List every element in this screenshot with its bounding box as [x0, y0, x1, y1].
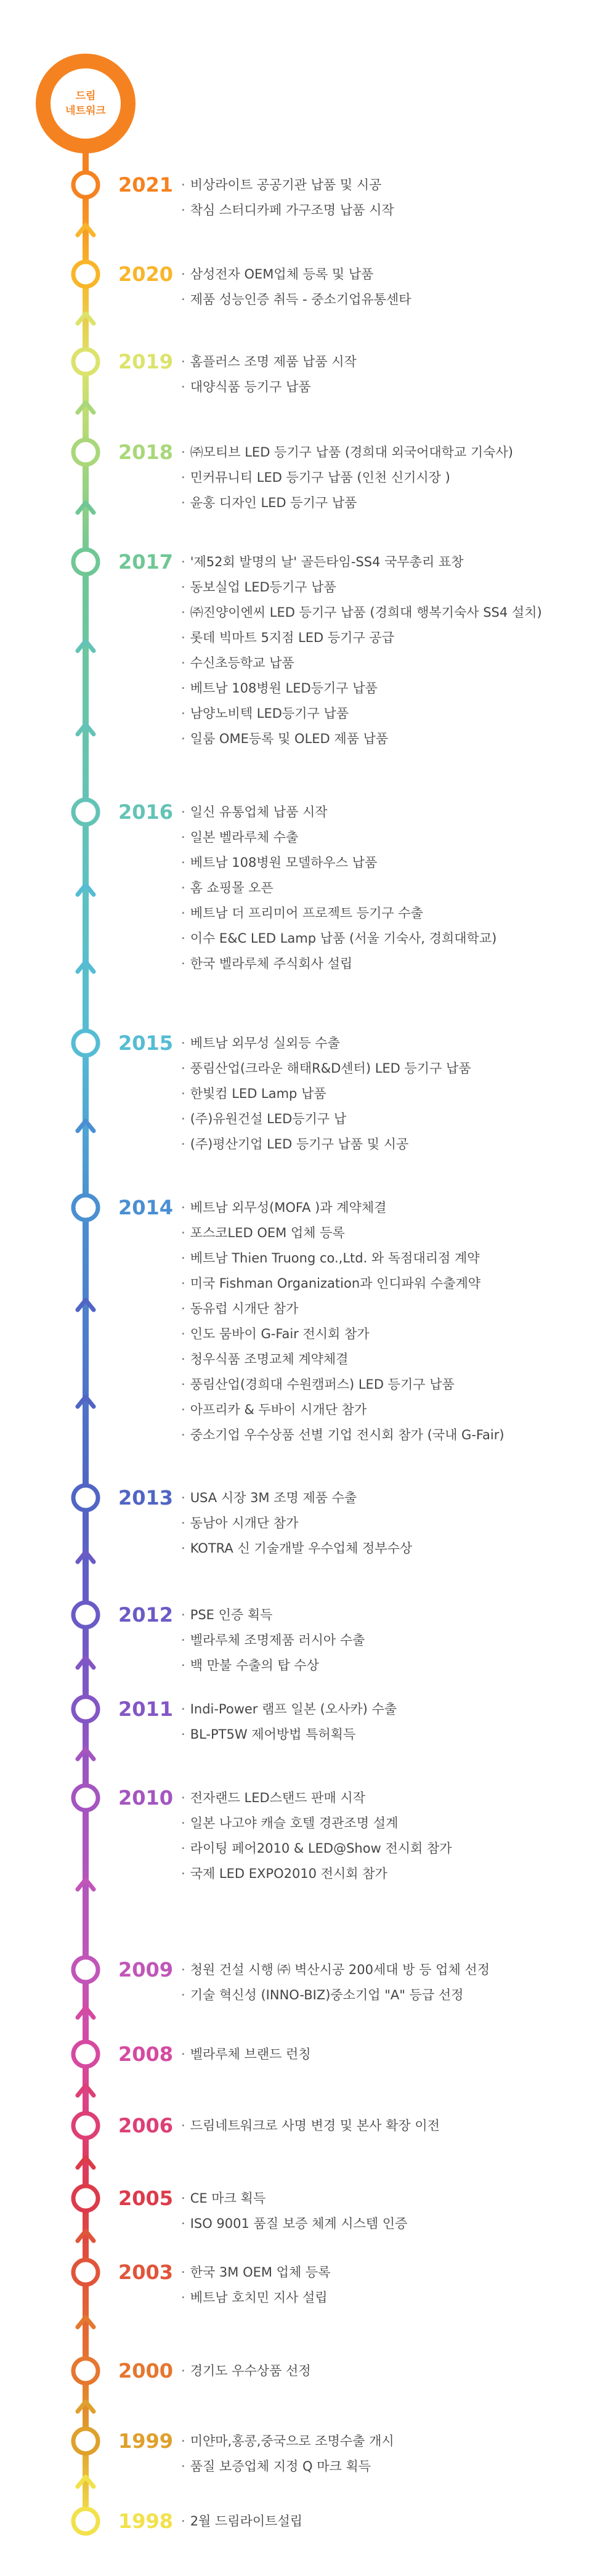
timeline-node: [73, 2429, 98, 2453]
timeline-segment: [83, 812, 89, 1043]
milestone-item: · 윤홍 디자인 LED 등기구 납품: [181, 490, 513, 516]
milestone-item: · 동남아 시개단 참가: [181, 1511, 412, 1536]
milestone-item: · 아프리카 & 두바이 시개단 참가: [181, 1397, 505, 1423]
milestone-item: · 백 만불 수출의 탑 수상: [181, 1653, 365, 1678]
timeline-node: [73, 2186, 98, 2211]
milestone-item: · 홈플러스 조명 제품 납품 시작: [181, 349, 357, 375]
year-label: 2013: [118, 1486, 174, 1509]
milestone-item: · ISO 9001 품질 보증 체계 시스템 인증: [181, 2211, 407, 2237]
milestone-item: · 베트남 호치민 지사 설립: [181, 2285, 331, 2310]
year-label: 2017: [118, 550, 174, 574]
milestone-item: · 베트남 외무성(MOFA )과 계약체결: [181, 1195, 505, 1221]
milestone-list: [181, 1485, 412, 1561]
timeline-node: [73, 1195, 98, 1220]
milestone-item: · 남양노비텍 LED등기구 납품: [181, 701, 542, 726]
milestone-item: · 제품 성능인증 취득 - 중소기업유통센타: [181, 287, 411, 312]
milestone-list: [181, 262, 411, 312]
timeline-node: [73, 1603, 98, 1627]
milestone-item: · 한국 벨라루체 주식회사 설립: [181, 951, 496, 977]
year-label: 2012: [118, 1603, 174, 1627]
timeline-node: [73, 2359, 98, 2383]
milestone-item: · CE 마크 획득: [181, 2186, 407, 2211]
milestone-item: · 벨라루체 조명제품 러시아 수출: [181, 1628, 365, 1653]
timeline-node: [73, 1031, 98, 1055]
milestone-list: [181, 550, 542, 752]
milestone-item: · '제52회 발명의 날' 골든타임-SS4 국무총리 표창: [181, 550, 542, 575]
milestone-list: [181, 2042, 311, 2067]
milestone-list: [181, 800, 496, 977]
milestone-item: · USA 시장 3M 조명 제품 수출: [181, 1485, 412, 1511]
milestone-item: · 동보실업 LED등기구 납품: [181, 575, 542, 600]
milestone-item: · 착심 스터디카페 가구조명 납품 시작: [181, 198, 394, 223]
logo-text-line2: 네트워크: [65, 105, 106, 117]
company-logo-badge: [36, 54, 136, 153]
timeline-node: [73, 440, 98, 465]
milestone-item: · 홈 쇼핑몰 오픈: [181, 876, 496, 901]
milestone-list: [181, 440, 513, 516]
milestone-item: · 이수 E&C LED Lamp 납품 (서울 기숙사, 경희대학교): [181, 926, 496, 951]
timeline-node: [73, 1697, 98, 1721]
timeline-node: [73, 2509, 98, 2533]
milestone-list: [181, 1603, 365, 1678]
milestone-item: · 베트남 108병원 LED등기구 납품: [181, 676, 542, 701]
timeline-node: [73, 1957, 98, 1982]
milestone-item: · 중소기업 우수상품 선별 기업 전시회 참가 (국내 G-Fair): [181, 1423, 505, 1448]
milestone-list: [181, 1031, 471, 1157]
milestone-item: · 일본 벨라루체 수출: [181, 825, 496, 850]
milestone-list: [181, 2429, 394, 2479]
milestone-item: · 기술 혁신성 (INNO-BIZ)중소기업 "A" 등급 선정: [181, 1983, 490, 2008]
milestone-item: · 미얀마,홍콩,중국으로 조명수출 개시: [181, 2429, 394, 2454]
milestone-item: · 삼성전자 OEM업체 등록 및 납품: [181, 262, 411, 287]
milestone-item: · 수신초등학교 납품: [181, 651, 542, 676]
milestone-item: · BL-PT5W 제어방법 특허획득: [181, 1722, 397, 1747]
timeline-node: [73, 349, 98, 374]
milestone-item: · KOTRA 신 기술개발 우수업체 정부수상: [181, 1536, 412, 1561]
milestone-item: · (주)유원건설 LED등기구 납: [181, 1107, 471, 1132]
milestone-item: · 청원 건설 시행 ㈜ 벽산시공 200세대 방 등 업체 선정: [181, 1957, 490, 1983]
milestone-list: [181, 1786, 452, 1887]
milestone-item: · 베트남 외무성 실외등 수출: [181, 1031, 471, 1056]
year-label: 2009: [118, 1958, 174, 1981]
timeline-node: [73, 2113, 98, 2138]
year-label: 2016: [118, 800, 174, 824]
logo-text-line1: 드림: [75, 90, 96, 102]
year-label: 2000: [118, 2359, 174, 2383]
milestone-item: · 비상라이트 공공기관 납품 및 시공: [181, 173, 394, 198]
milestone-list: [181, 2359, 311, 2384]
milestone-item: · 경기도 우수상품 선정: [181, 2359, 311, 2384]
milestone-list: [181, 2260, 331, 2310]
year-label: 2006: [118, 2114, 174, 2137]
timeline-node: [73, 1485, 98, 1510]
year-label: 2018: [118, 441, 174, 464]
year-label: 1998: [118, 2509, 174, 2533]
milestone-item: · 벨라루체 브랜드 런칭: [181, 2042, 311, 2067]
milestone-item: · 풍림산업(크라운 해태R&D센터) LED 등기구 납품: [181, 1056, 471, 1081]
milestone-list: [181, 1957, 490, 2008]
milestone-item: · 민커뮤니티 LED 등기구 납품 (인천 신기시장 ): [181, 465, 513, 490]
milestone-item: · 대양식품 등기구 납품: [181, 375, 357, 400]
year-label: 2015: [118, 1031, 174, 1055]
milestone-item: · 드림네트워크로 사명 변경 및 본사 확장 이전: [181, 2113, 440, 2139]
year-label: 1999: [118, 2429, 174, 2453]
milestone-item: · PSE 인증 획득: [181, 1603, 365, 1628]
milestone-list: [181, 2509, 302, 2534]
year-label: 2010: [118, 1786, 174, 1810]
milestone-item: · 일신 유통업체 납품 시작: [181, 800, 496, 825]
milestone-item: · (주)평산기업 LED 등기구 납품 및 시공: [181, 1132, 471, 1157]
year-label: 2021: [118, 173, 174, 197]
timeline-node: [73, 550, 98, 574]
milestone-list: [181, 2113, 440, 2139]
year-label: 2011: [118, 1697, 174, 1721]
milestone-list: [181, 173, 394, 223]
milestone-item: · 롯데 빅마트 5지점 LED 등기구 공급: [181, 625, 542, 651]
timeline-node: [73, 2042, 98, 2066]
timeline-node: [73, 800, 98, 824]
year-label: 2014: [118, 1196, 174, 1219]
milestone-item: · 미국 Fishman Organization과 인디파워 수출계약: [181, 1271, 505, 1296]
year-label: 2020: [118, 262, 174, 286]
milestone-list: [181, 2186, 407, 2237]
timeline-segment: [83, 562, 89, 812]
milestone-item: · ㈜모티브 LED 등기구 납품 (경희대 외국어대학교 기숙사): [181, 440, 513, 465]
milestone-item: · 청우식품 조명교체 계약체결: [181, 1347, 505, 1372]
milestone-list: [181, 1697, 397, 1747]
milestone-item: · 베트남 108병원 모델하우스 납품: [181, 850, 496, 876]
milestone-item: · 인도 뭄바이 G-Fair 전시회 참가: [181, 1322, 505, 1347]
milestone-item: · 라이팅 페어2010 & LED@Show 전시회 참가: [181, 1836, 452, 1861]
milestone-item: · 2월 드림라이트설립: [181, 2509, 302, 2534]
milestone-item: · 품질 보증업체 지정 Q 마크 획득: [181, 2454, 394, 2479]
milestone-item: · 베트남 더 프리미어 프로젝트 등기구 수출: [181, 901, 496, 926]
timeline-node: [73, 262, 98, 286]
milestone-list: [181, 1195, 505, 1448]
year-label: 2003: [118, 2261, 174, 2284]
timeline-node: [73, 1786, 98, 1810]
milestone-item: · 전자랜드 LED스탠드 판매 시작: [181, 1786, 452, 1811]
milestone-item: · 일본 나고야 캐슬 호텔 경관조명 설계: [181, 1811, 452, 1836]
milestone-item: · 동유럽 시개단 참가: [181, 1296, 505, 1322]
year-label: 2005: [118, 2187, 174, 2210]
year-label: 2019: [118, 350, 174, 373]
timeline-node: [73, 2260, 98, 2285]
milestone-item: · 베트남 Thien Truong co.,Ltd. 와 독점대리점 계약: [181, 1246, 505, 1271]
year-label: 2008: [118, 2042, 174, 2066]
milestone-list: [181, 349, 357, 400]
timeline-node: [73, 173, 98, 197]
milestone-item: · 일룸 OME등록 및 OLED 제품 납품: [181, 726, 542, 752]
milestone-item: · 한국 3M OEM 업체 등록: [181, 2260, 331, 2285]
timeline-segment: [83, 1208, 89, 1498]
milestone-item: · 포스코LED OEM 업체 등록: [181, 1221, 505, 1246]
milestone-item: · Indi-Power 램프 일본 (오사카) 수출: [181, 1697, 397, 1722]
milestone-item: · 국제 LED EXPO2010 전시회 참가: [181, 1861, 452, 1887]
milestone-item: · 한빛컴 LED Lamp 납품: [181, 1081, 471, 1107]
milestone-item: · 풍림산업(경희대 수원캠퍼스) LED 등기구 납품: [181, 1372, 505, 1397]
milestone-item: · ㈜진양이엔씨 LED 등기구 납품 (경희대 행복기숙사 SS4 설치): [181, 600, 542, 625]
